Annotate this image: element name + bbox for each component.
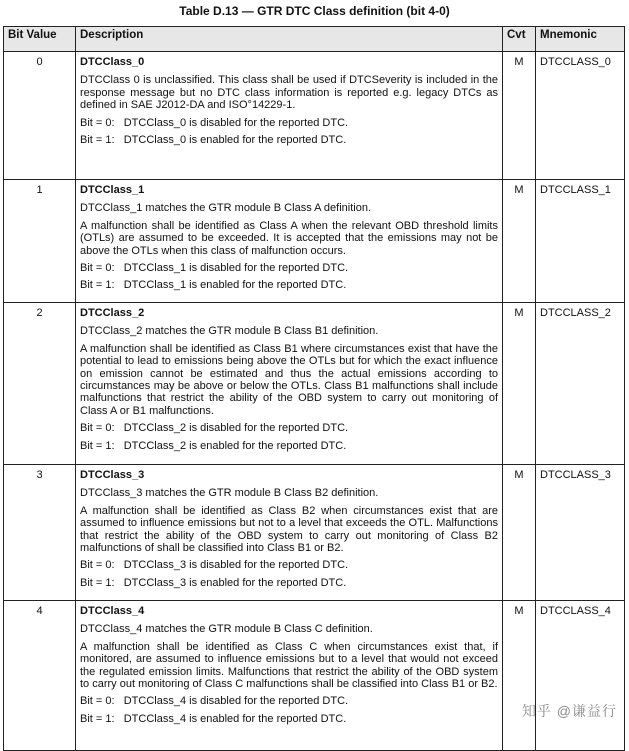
bit-1-line: Bit = 1: DTCClass_0 is enabled for the reported DTC. — [80, 134, 347, 147]
description-cell — [76, 180, 503, 303]
header-description: Description — [76, 27, 503, 52]
dtc-class-name: DTCClass_1 — [80, 184, 145, 196]
cvt-cell: M — [503, 52, 536, 180]
bit-0-line: Bit = 0: DTCClass_0 is disabled for the reported DTC. — [80, 116, 349, 129]
description-cell — [76, 303, 503, 465]
dtc-class-name: DTCClass_3 — [80, 469, 145, 481]
dtc-class-name: DTCClass_2 — [80, 307, 145, 319]
description-paragraph: A malfunction shall be identified as Class A when the relevant OBD threshold limits (OTLs) are assumed to be exceeded. It is accepted that the emissions may not be above the OTLs when this class of malfunction occurs. — [80, 219, 498, 257]
description-cell — [76, 601, 503, 751]
bit-value-cell: 1 — [4, 180, 76, 303]
table-row — [4, 52, 625, 180]
dtc-class-table — [3, 26, 625, 751]
header-bit-value: Bit Value — [4, 27, 76, 52]
description-paragraph: A malfunction shall be identified as Class B2 when circumstances exist that are assumed to influence emissions but not to a level that exceeds the OTL. Malfunctions that restrict the ability of the OBD system to carry out monitoring of Class B2 malfunctions of shall be classified into Class B1 or B2. — [80, 504, 498, 555]
cvt-cell: M — [503, 465, 536, 601]
description-paragraph: A malfunction shall be identified as Class B1 where circumstances exist that have the potential to lead to emissions being above the OTLs but for which the exact influence on emission cannot be estimated and thus the actual emissions according to circumstances may be above or below the OTLs. Class B1 malfunctions shall include malfunctions that restrict the ability of the OBD system to carry out monitoring of Class A or B1 malfunctions. — [80, 342, 498, 417]
mnemonic-cell: DTCCLASS_4 — [536, 601, 625, 751]
description-paragraph: DTCClass_1 matches the GTR module B Class A definition. — [80, 202, 372, 215]
mnemonic-cell: DTCCLASS_3 — [536, 465, 625, 601]
description-cell — [76, 465, 503, 601]
description-paragraph: DTCClass 0 is unclassified. This class shall be used if DTCSeverity is included in the response message but no DTC class information is reported e.g. legacy DTCs as defined in SAE J2012-DA and ISO°14229-1. — [80, 74, 498, 112]
bit-0-line: Bit = 0: DTCClass_1 is disabled for the reported DTC. — [80, 262, 349, 275]
description-cell — [76, 52, 503, 180]
watermark: 知乎 @谦益行 — [521, 703, 617, 719]
bit-1-line: Bit = 1: DTCClass_3 is enabled for the reported DTC. — [80, 576, 347, 589]
table-row — [4, 465, 625, 601]
bit-0-line: Bit = 0: DTCClass_2 is disabled for the reported DTC. — [80, 422, 349, 435]
mnemonic-cell: DTCCLASS_1 — [536, 180, 625, 303]
dtc-class-name: DTCClass_4 — [80, 605, 145, 617]
mnemonic-cell: DTCCLASS_2 — [536, 303, 625, 465]
cvt-cell: M — [503, 303, 536, 465]
table-row — [4, 303, 625, 465]
description-paragraph: DTCClass_2 matches the GTR module B Class B1 definition. — [80, 325, 379, 338]
dtc-class-name: DTCClass_0 — [80, 56, 145, 68]
header-row — [4, 27, 625, 52]
bit-value-cell: 4 — [4, 601, 76, 751]
description-paragraph: DTCClass_4 matches the GTR module B Class C definition. — [80, 623, 373, 636]
cvt-cell: M — [503, 601, 536, 751]
description-paragraph: A malfunction shall be identified as Class C when circumstances exist that, if monitored, are assumed to influence emissions but to a level that would not exceed the regulated emission limits. Malfunctions that restrict the ability of the OBD system to carry out monitoring of Class C malfunctions shall be classified into Class B1 or B2. — [80, 640, 498, 691]
bit-0-line: Bit = 0: DTCClass_4 is disabled for the reported DTC. — [80, 695, 349, 708]
table-row — [4, 601, 625, 751]
table-title: Table D.13 — GTR DTC Class definition (bit 4-0) — [179, 4, 450, 18]
bit-value-cell: 0 — [4, 52, 76, 180]
bit-value-cell: 3 — [4, 465, 76, 601]
bit-value-cell: 2 — [4, 303, 76, 465]
bit-1-line: Bit = 1: DTCClass_4 is enabled for the reported DTC. — [80, 712, 347, 725]
header-mnemonic: Mnemonic — [536, 27, 625, 52]
table-row — [4, 180, 625, 303]
bit-0-line: Bit = 0: DTCClass_3 is disabled for the reported DTC. — [80, 559, 349, 572]
bit-1-line: Bit = 1: DTCClass_2 is enabled for the reported DTC. — [80, 439, 347, 452]
mnemonic-cell: DTCCLASS_0 — [536, 52, 625, 180]
bit-1-line: Bit = 1: DTCClass_1 is enabled for the reported DTC. — [80, 279, 347, 292]
cvt-cell: M — [503, 180, 536, 303]
header-cvt: Cvt — [503, 27, 536, 52]
description-paragraph: DTCClass_3 matches the GTR module B Class B2 definition. — [80, 487, 379, 500]
